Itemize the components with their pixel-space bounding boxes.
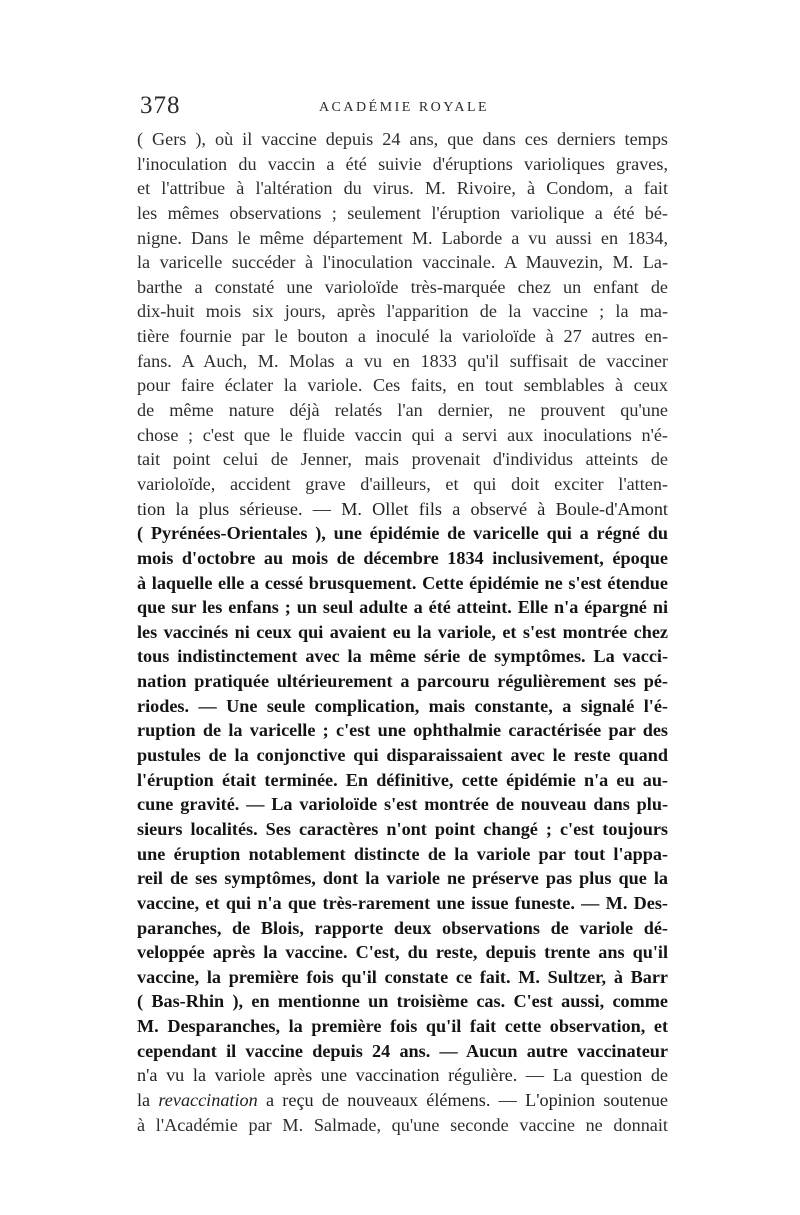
text-line-23: nation pratiquée ultérieurement a parcouru régulièrement ses pé- [137,671,668,692]
text-line-37: M. Desparanches, la première fois qu'il fait cette observation, et [137,1016,668,1037]
text-line-38: cependant il vaccine depuis 24 ans. — Aucun autre vaccinateur [137,1040,668,1061]
text-line-32: vaccine, et qui n'a que très-rarement une issue funeste. — M. Des- [137,892,668,913]
text-line-27: l'éruption était terminée. En définitive, cette épidémie n'a eu au- [137,769,668,790]
italic-term-revaccination: revaccination [158,1089,258,1110]
text-line-40-start: la [137,1089,159,1110]
text-line-33: paranches, de Blois, rapporte deux observations de variole dé- [137,917,668,938]
page-number: 378 [140,92,181,119]
page-header [140,92,668,122]
text-line-4: les mêmes observations ; seulement l'éruption variolique a été bé- [137,202,668,223]
text-line-26: pustules de la conjonctive qui disparaissaient avec le reste quand [137,745,668,766]
text-line-40 [137,1088,668,1113]
text-line-29: sieurs localités. Ses caractères n'ont point changé ; c'est toujours [137,818,668,839]
text-line-40-end: a reçu de nouveaux élémens. — L'opinion soutenue [257,1089,668,1110]
text-line-17: ( Pyrénées-Orientales ), une épidémie de varicelle qui a régné du [137,523,668,544]
text-line-16: tion la plus sérieuse. — M. Ollet fils a observé à Boule-d'Amont [137,498,668,519]
body-text [137,127,668,1137]
text-line-24: riodes. — Une seule complication, mais constante, a signalé l'é- [137,695,668,716]
text-line-18: mois d'octobre au mois de décembre 1834 inclusivement, époque [137,547,668,568]
text-line-11: pour faire éclater la variole. Ces faits, en tout semblables à ceux [137,375,668,396]
text-line-7: barthe a constaté une varioloïde très-marquée chez un enfant de [137,276,668,297]
text-line-20: que sur les enfans ; un seul adulte a été atteint. Elle n'a épargné ni [137,597,668,618]
text-line-10: fans. A Auch, M. Molas a vu en 1833 qu'il suffisait de vacciner [137,350,668,371]
text-line-30: une éruption notablement distincte de la variole par tout l'appa- [137,843,668,864]
text-line-14: tait point celui de Jenner, mais provenait d'individus atteints de [137,449,668,470]
text-line-2: l'inoculation du vaccin a été suivie d'éruptions varioliques graves, [137,153,668,174]
text-line-36: ( Bas-Rhin ), en mentionne un troisième cas. C'est aussi, comme [137,991,668,1012]
text-line-19: à laquelle elle a cessé brusquement. Cette épidémie ne s'est étendue [137,572,668,593]
text-line-35: vaccine, la première fois qu'il constate ce fait. M. Sultzer, à Barr [137,966,668,987]
text-line-8: dix-huit mois six jours, après l'apparition de la vaccine ; la ma- [137,301,668,322]
text-line-25: ruption de la varicelle ; c'est une ophthalmie caractérisée par des [137,720,668,741]
text-line-3: et l'attribue à l'altération du virus. M. Rivoire, à Condom, a fait [137,178,668,199]
text-line-12: de même nature déjà relatés l'an dernier, ne prouvent qu'une [137,400,668,421]
text-line-39: n'a vu la variole après une vaccination régulière. — La question de [137,1065,668,1086]
text-line-9: tière fournie par le bouton a inoculé la varioloïde à 27 autres en- [137,326,668,347]
text-line-31: reil de ses symptômes, dont la variole ne préserve pas plus que la [137,868,668,889]
running-head: ACADÉMIE ROYALE [318,100,490,115]
text-line-34: veloppée après la vaccine. C'est, du reste, depuis trente ans qu'il [137,942,668,963]
text-line-21: les vaccinés ni ceux qui avaient eu la variole, et s'est montrée chez [137,621,668,642]
text-line-15: varioloïde, accident grave d'ailleurs, et qui doit exciter l'atten- [137,473,668,494]
text-line-6: la varicelle succéder à l'inoculation vaccinale. A Mauvezin, M. La- [137,252,668,273]
text-line-1: ( Gers ), où il vaccine depuis 24 ans, que dans ces derniers temps [137,129,668,149]
text-line-28: cune gravité. — La varioloïde s'est montrée de nouveau dans plu- [137,794,668,815]
text-line-41: à l'Académie par M. Salmade, qu'une seconde vaccine ne donnait [137,1114,668,1135]
text-line-5: nigne. Dans le même département M. Laborde a vu aussi en 1834, [137,227,668,248]
text-line-13: chose ; c'est que le fluide vaccin qui a servi aux inoculations n'é- [137,424,668,445]
text-line-22: tous indistinctement avec la même série de symptômes. La vacci- [137,646,668,667]
